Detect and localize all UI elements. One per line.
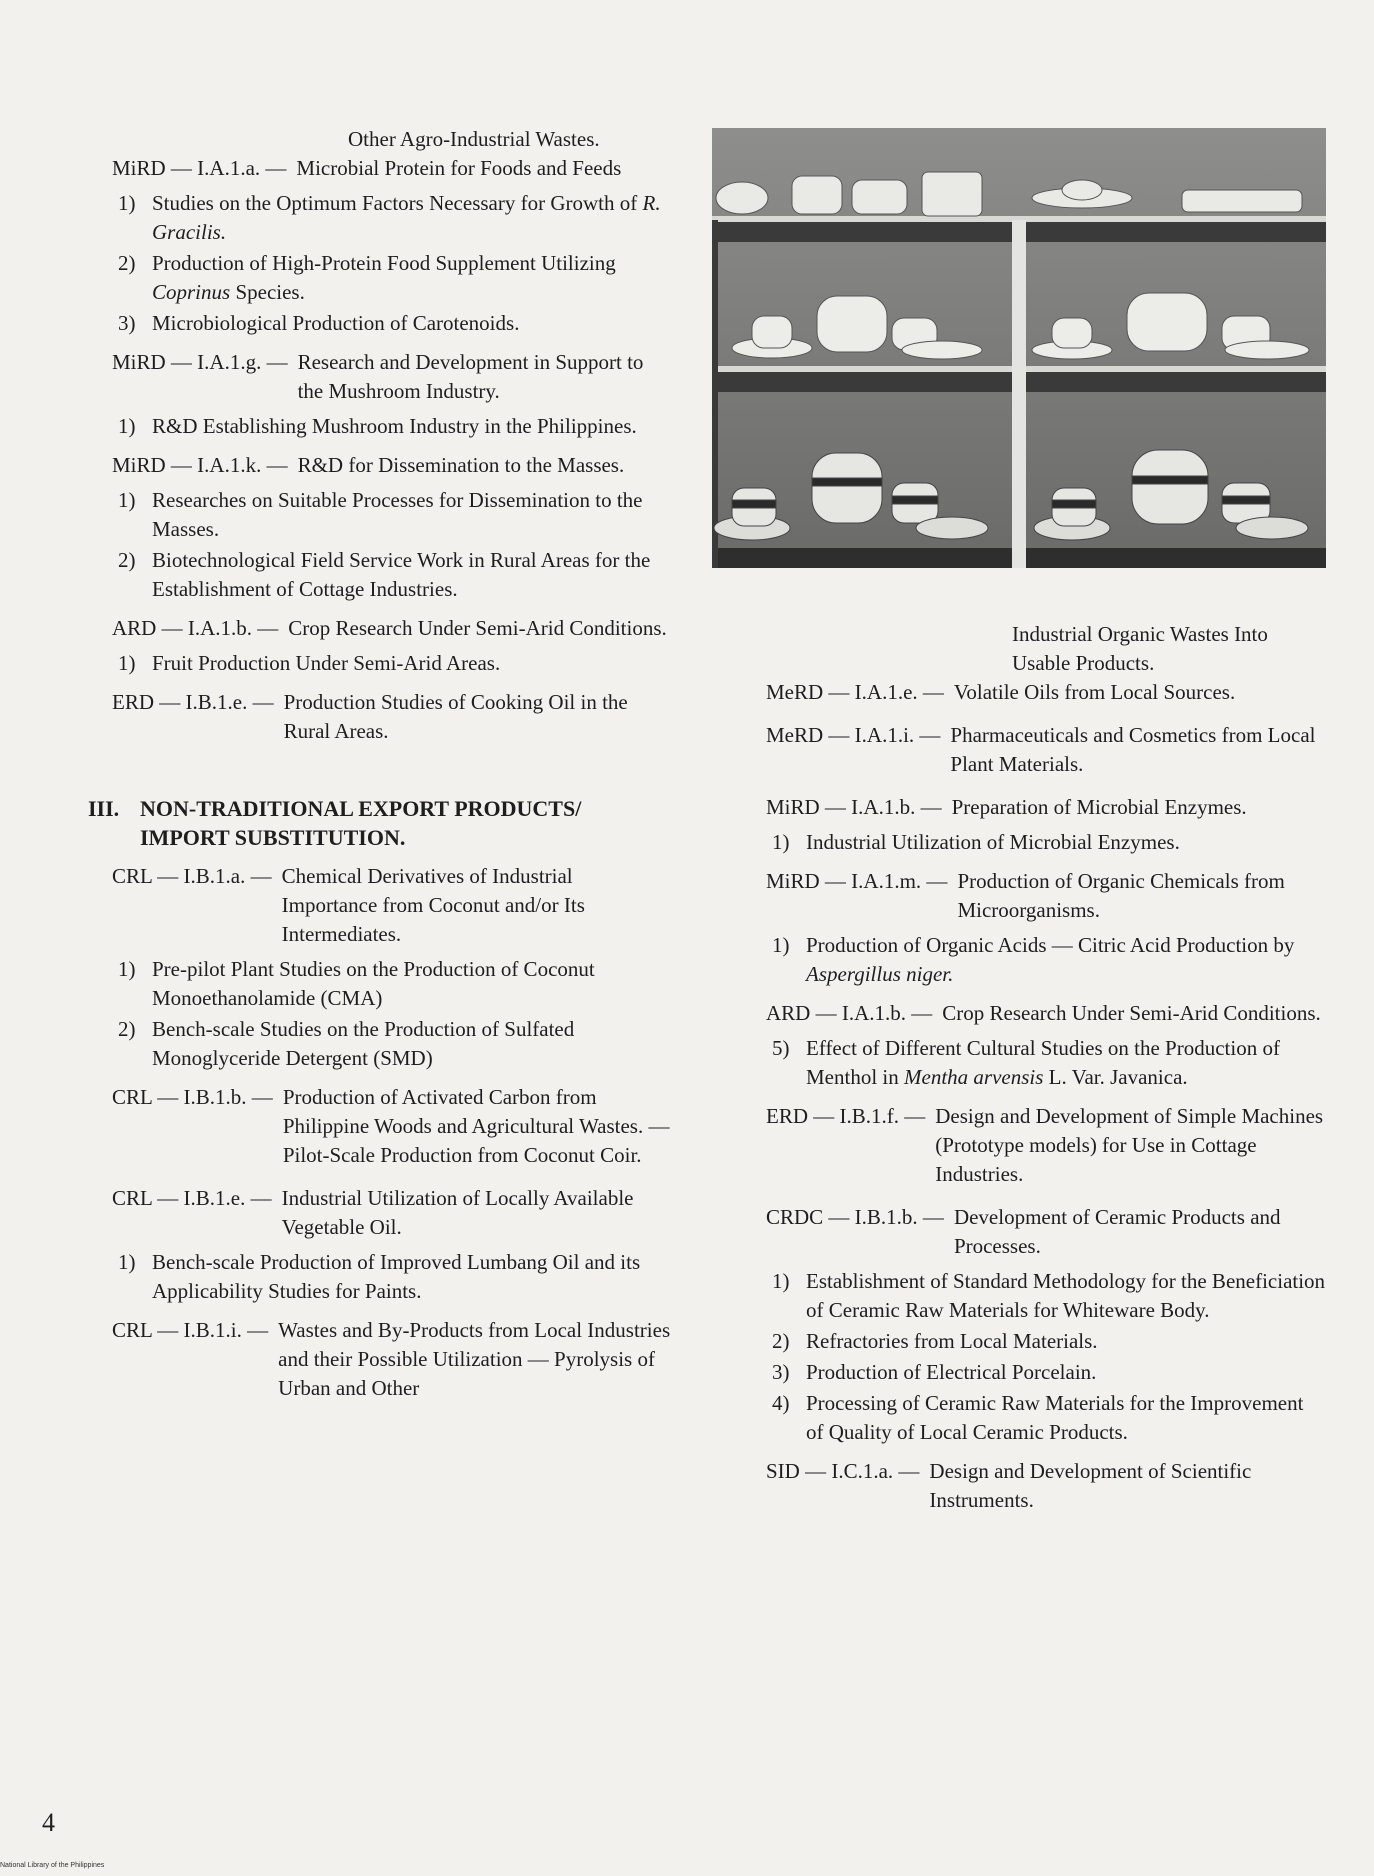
project-code: ARD — I.A.1.b. — [766,1001,933,1025]
project-entry [112,862,672,949]
group-spacer [766,713,1326,721]
group-spacer [112,1308,672,1316]
project-code: CRDC — I.B.1.b. — [766,1205,944,1229]
item-text [152,249,672,307]
item-text-main: Production of High-Protein Food Supplement Utilizing [152,251,616,275]
list-item [112,546,672,604]
item-text [806,1034,1326,1092]
project-code: MiRD — I.A.1.g. — [112,350,288,374]
item-text-main: Production of Organic Acids — Citric Acid Production by [806,933,1295,957]
project-title: Chemical Derivatives of Industrial Importance from Coconut and/or Its Intermediates. [281,864,585,946]
list-item [766,931,1326,989]
item-text-after: Species. [230,280,305,304]
left-groups [112,154,672,760]
item-number: 1) [118,957,136,981]
list-item [112,309,672,338]
project-title: Design and Development of Simple Machines (Prototype models) for Use in Cottage Industries. [935,1104,1324,1186]
project-code: MiRD — I.A.1.m. — [766,869,948,893]
project-entry [766,999,1326,1028]
group-spacer [112,1075,672,1083]
project-code: SID — I.C.1.a. — [766,1459,920,1483]
project-entry [766,793,1326,822]
project-title: Microbial Protein for Foods and Feeds [296,156,622,180]
item-number: 1) [772,830,790,854]
item-number: 3) [118,311,136,335]
list-item [112,189,672,247]
item-number: 1) [118,488,136,512]
list-item [766,1327,1326,1356]
item-text [152,412,672,441]
group-spacer [112,606,672,614]
item-text-main: Production of Electrical Porcelain. [806,1360,1097,1384]
project-title: Volatile Oils from Local Sources. [953,680,1236,704]
project-entry [766,1102,1326,1189]
project-title: Industrial Utilization of Locally Available Vegetable Oil. [281,1186,634,1239]
project-code: MiRD — I.A.1.k. — [112,453,288,477]
item-number: 1) [118,651,136,675]
project-code: MiRD — I.A.1.b. — [766,795,942,819]
project-entry [112,1083,672,1170]
list-item [766,1267,1326,1325]
item-text [152,955,672,1013]
continuation-text: Industrial Organic Wastes Into Usable Products. [1012,622,1268,675]
item-number: 1) [772,933,790,957]
item-number: 1) [118,191,136,215]
section-number: III. [88,796,120,821]
item-number: 1) [118,1250,136,1274]
item-text-main: Effect of Different Cultural Studies on the Production of Menthol in [806,1036,1280,1089]
project-entry [112,154,672,183]
item-text-main: Processing of Ceramic Raw Materials for the Improvement of Quality of Local Ceramic Products. [806,1391,1304,1444]
group-spacer [112,443,672,451]
list-item [766,828,1326,857]
list-item [112,955,672,1013]
list-item [112,486,672,544]
project-entry [112,1316,672,1403]
item-number: 5) [772,1036,790,1060]
group-spacer [112,1176,672,1184]
item-text-main: Microbiological Production of Carotenoids. [152,311,520,335]
item-text-main: Fruit Production Under Semi-Arid Areas. [152,651,501,675]
footer-credit: National Library of the Philippines [0,1862,105,1869]
item-text [806,1389,1326,1447]
project-title: Wastes and By-Products from Local Industries and their Possible Utilization — Pyrolysis of Urban and Other [278,1318,671,1400]
item-text-after: L. Var. Javanica. [1043,1065,1188,1089]
item-text-scientific-name: Mentha arvensis [904,1065,1044,1089]
item-text [806,1327,1326,1356]
item-number: 2) [772,1329,790,1353]
item-number: 2) [118,1017,136,1041]
project-code: MeRD — I.A.1.i. — [766,723,941,747]
list-item [112,1015,672,1073]
project-title: R&D for Dissemination to the Masses. [297,453,625,477]
item-text-main: Researches on Suitable Processes for Dissemination to the Masses. [152,488,643,541]
group-spacer [766,1094,1326,1102]
project-entry [112,688,672,746]
group-spacer [112,752,672,760]
project-code: CRL — I.B.1.a. — [112,864,272,888]
group-spacer [112,1409,672,1417]
project-entry [112,348,672,406]
right-column [766,620,1326,1529]
project-entry [112,1184,672,1242]
item-number: 1) [118,414,136,438]
project-title: Production of Organic Chemicals from Microorganisms. [957,869,1285,922]
item-text [806,828,1326,857]
list-item [766,1034,1326,1092]
group-spacer [112,340,672,348]
item-text [152,486,672,544]
item-number: 2) [118,251,136,275]
item-text [806,1267,1326,1325]
list-item [112,412,672,441]
project-code: ERD — I.B.1.e. — [112,690,274,714]
item-text-main: Refractories from Local Materials. [806,1329,1098,1353]
project-title: Design and Development of Scientific Instruments. [929,1459,1252,1512]
project-title: Production Studies of Cooking Oil in the Rural Areas. [283,690,628,743]
page-number: 4 [42,1808,55,1837]
group-spacer [766,1521,1326,1529]
item-text [152,649,672,678]
project-title: Development of Ceramic Products and Processes. [953,1205,1281,1258]
group-spacer [766,785,1326,793]
item-number: 4) [772,1391,790,1415]
list-item [112,649,672,678]
group-spacer [766,859,1326,867]
item-text [152,1015,672,1073]
continuation-text: Other Agro-Industrial Wastes. [348,127,600,151]
project-code: MeRD — I.A.1.e. — [766,680,944,704]
item-text-main: Pre-pilot Plant Studies on the Production of Coconut Monoethanolamide (CMA) [152,957,595,1010]
project-entry [766,721,1326,779]
project-code: CRL — I.B.1.i. — [112,1318,269,1342]
right-groups [766,678,1326,1529]
project-title: Pharmaceuticals and Cosmetics from Local Plant Materials. [950,723,1316,776]
project-entry [766,867,1326,925]
project-code: CRL — I.B.1.e. — [112,1186,272,1210]
item-text-main: R&D Establishing Mushroom Industry in the Philippines. [152,414,637,438]
project-entry [112,451,672,480]
list-item [766,1389,1326,1447]
project-title: Preparation of Microbial Enzymes. [951,795,1247,819]
left-column [88,125,672,1417]
item-text-main: Bench-scale Studies on the Production of Sulfated Monoglyceride Detergent (SMD) [152,1017,575,1070]
project-entry [766,678,1326,707]
project-entry [112,614,672,643]
project-title: Production of Activated Carbon from Philippine Woods and Agricultural Wastes. — Pilot-Scale Production from Coconut Coir. [282,1085,670,1167]
group-spacer [112,680,672,688]
item-text-main: Studies on the Optimum Factors Necessary for Growth of [152,191,643,215]
item-text [806,1358,1326,1387]
list-item [766,1358,1326,1387]
item-text [152,309,672,338]
item-text-main: Industrial Utilization of Microbial Enzymes. [806,830,1180,854]
shelf-of-ceramic-tea-sets-image [712,128,1326,568]
item-text-main: Biotechnological Field Service Work in Rural Areas for the Establishment of Cottage Industries. [152,548,651,601]
item-text-scientific-name: Aspergillus niger. [806,962,954,986]
item-text [152,546,672,604]
item-text-main: Establishment of Standard Methodology for the Beneficiation of Ceramic Raw Materials for Whiteware Body. [806,1269,1326,1322]
item-number: 2) [118,548,136,572]
list-item [112,249,672,307]
project-code: CRL — I.B.1.b. — [112,1085,273,1109]
item-text-main: Bench-scale Production of Improved Lumbang Oil and its Applicability Studies for Paints. [152,1250,641,1303]
group-spacer [766,1195,1326,1203]
project-title: Crop Research Under Semi-Arid Conditions. [288,616,667,640]
project-code: ERD — I.B.1.f. — [766,1104,926,1128]
item-text [152,1248,672,1306]
item-text [152,189,672,247]
item-text-scientific-name: R. Gracilis. [152,191,661,244]
item-text-scientific-name: Coprinus [152,280,231,304]
project-title: Crop Research Under Semi-Arid Conditions. [942,1001,1321,1025]
item-number: 1) [772,1269,790,1293]
group-spacer [766,1449,1326,1457]
project-title: Research and Development in Support to the Mushroom Industry. [297,350,644,403]
section-groups [112,862,672,1417]
list-item [112,1248,672,1306]
item-text [806,931,1326,989]
project-entry [766,1203,1326,1261]
project-entry [766,1457,1326,1515]
section-title: NON-TRADITIONAL EXPORT PRODUCTS/ IMPORT SUBSTITUTION. [140,796,582,850]
section-heading [88,794,672,852]
project-code: MiRD — I.A.1.a. — [112,156,287,180]
project-code: ARD — I.A.1.b. — [112,616,279,640]
group-spacer [766,991,1326,999]
ceramics-photo [712,128,1326,568]
item-number: 3) [772,1360,790,1384]
